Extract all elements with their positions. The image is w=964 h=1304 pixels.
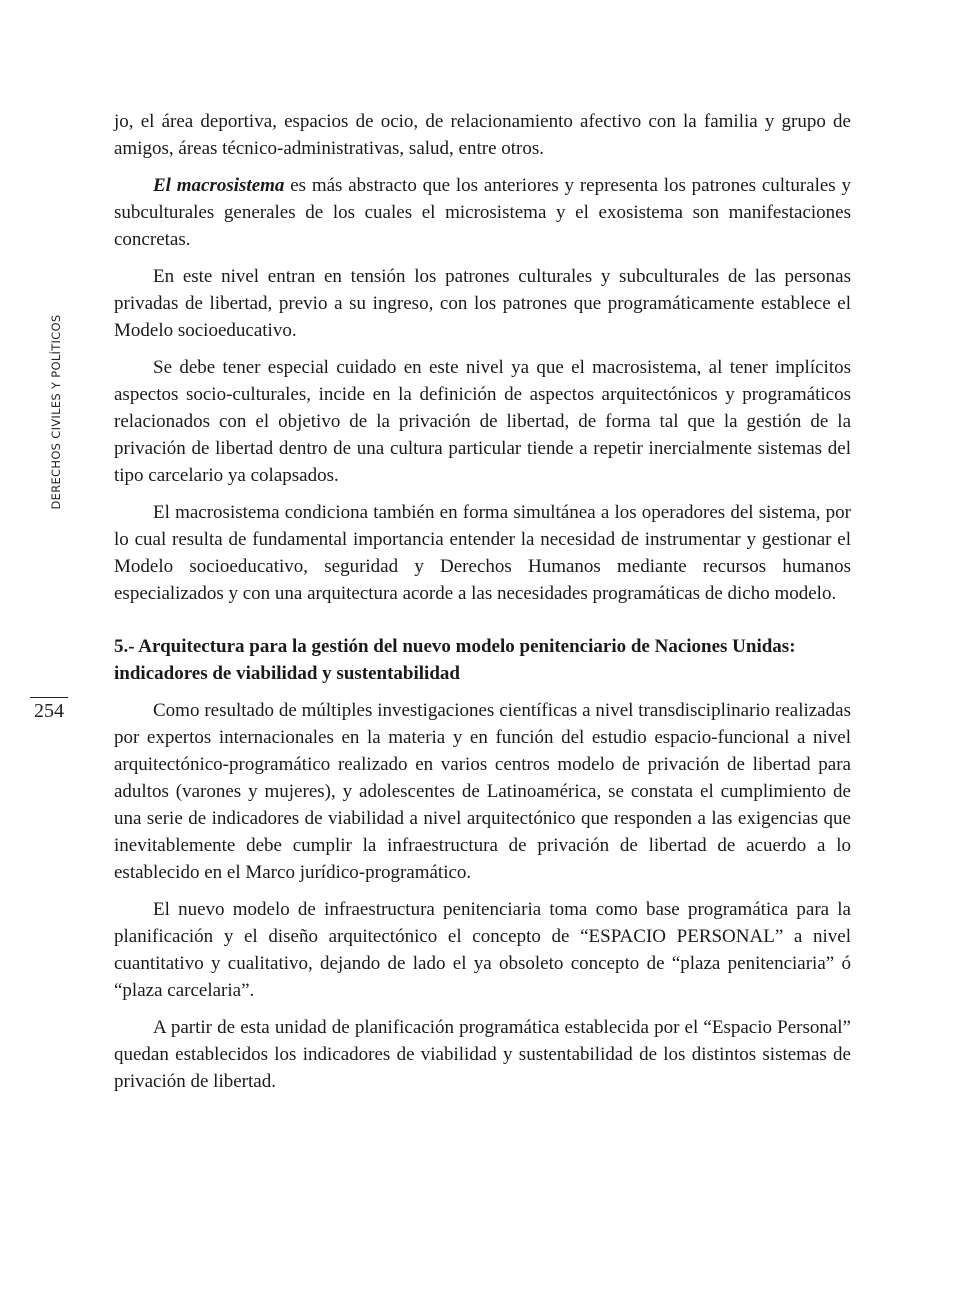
page-number: 254 [30,697,68,723]
emphasized-term: El macrosistema [153,175,285,196]
section-heading: 5.- Arquitectura para la gestión del nuevo modelo penitenciario de Naciones Unidas: indicadores de viabilidad y sustentabilidad [114,636,796,684]
paragraph-investigaciones: Como resultado de múltiples investigaciones científicas a nivel transdisciplinario realizadas por expertos internacionales en la materia y en función del estudio espacio-funcional a nivel arquitectónico-programático realizado en varios centros modelo de privación de libertad para adultos (varones y mujeres), y adolescentes de Latinoamérica, se constata el cumplimiento de una serie de indicadores de viabilidad a nivel arquitectónico que responden a las exigencias que inevitablemente debe cumplir la infraestructura de privación de libertad de acuerdo a lo establecido en el Marco jurídico-programático. [114,700,851,883]
paragraph-tension: En este nivel entran en tensión los patrones culturales y subculturales de las personas privadas de libertad, previo a su ingreso, con los patrones que programáticamente establece el Modelo socioeducativo. [114,266,851,341]
page-body [114,108,851,1105]
paragraph-macrosistema [114,172,851,253]
paragraph-indicadores: A partir de esta unidad de planificación programática establecida por el “Espacio Personal” quedan establecidos los indicadores de viabilidad y sustentabilidad de los distintos sistemas de privación de libertad. [114,1017,851,1092]
paragraph-espacio-personal: El nuevo modelo de infraestructura penitenciaria toma como base programática para la planificación y el diseño arquitectónico el concepto de “ESPACIO PERSONAL” a nivel cuantitativo y cualitativo, dejando de lado el ya obsoleto concepto de “plaza penitenciaria” ó “plaza carcelaria”. [114,899,851,1001]
running-head: DERECHOS CIVILES Y POLÍTICOS [49,314,63,510]
paragraph-cuidado: Se debe tener especial cuidado en este nivel ya que el macrosistema, al tener implícitos aspectos socio-culturales, incide en la definición de aspectos arquitectónicos y programáticos relacionados con el objetivo de la privación de libertad, de forma tal que la gestión de la privación de libertad dentro de una cultura particular tiende a repetir inercialmente sistemas del tipo carcelario ya colapsados. [114,357,851,486]
paragraph-continuation: jo, el área deportiva, espacios de ocio, de relacionamiento afectivo con la familia y grupo de amigos, áreas técnico-administrativas, salud, entre otros. [114,111,851,159]
paragraph-text: es más abstracto que los anteriores y representa los patrones culturales y subculturales generales de los cuales el microsistema y el exosistema son manifestaciones concretas. [114,175,851,250]
paragraph-operadores: El macrosistema condiciona también en forma simultánea a los operadores del sistema, por lo cual resulta de fundamental importancia entender la necesidad de instrumentar y gestionar el Modelo socioeducativo, seguridad y Derechos Humanos mediante recursos humanos especializados y con una arquitectura acorde a las necesidades programáticas de dicho modelo. [114,502,851,604]
